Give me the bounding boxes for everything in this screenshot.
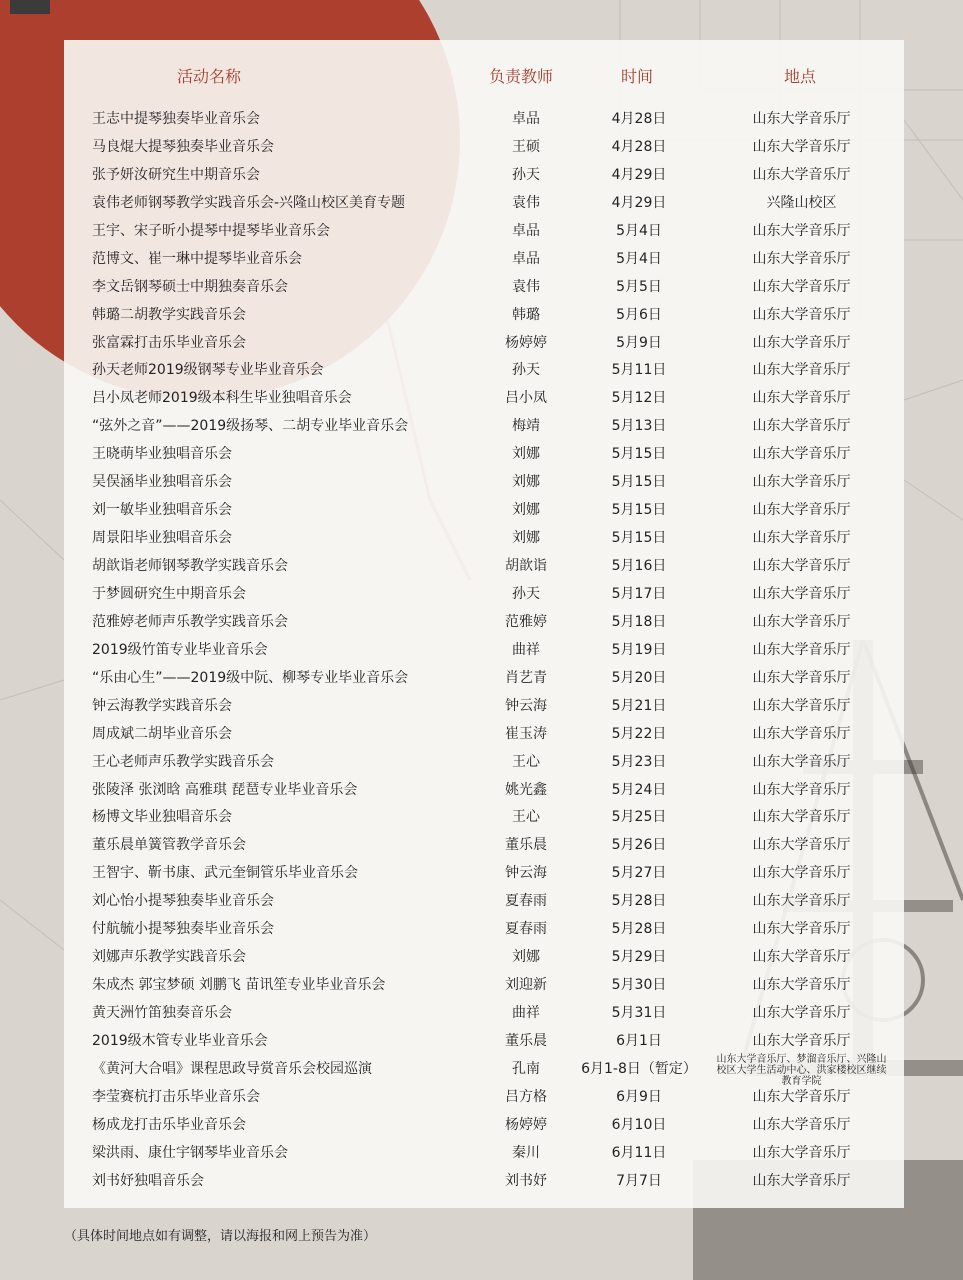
- venue-cell: 山东大学音乐厅: [752, 949, 851, 966]
- header-venue: 地点: [784, 67, 817, 86]
- teacher-cell: 王硕: [512, 138, 540, 155]
- activity-name-cell: 张陵泽 张浏晗 高雅琪 琵琶专业毕业音乐会: [92, 781, 358, 798]
- venue-cell: 山东大学音乐厅: [752, 111, 851, 127]
- venue-cell: 山东大学音乐厅: [752, 530, 851, 547]
- activity-name-cell: 李莹赛杭打击乐毕业音乐会: [92, 1088, 260, 1105]
- time-cell: 4月29日: [611, 166, 667, 183]
- venue-cell: 山东大学音乐厅: [752, 1144, 851, 1161]
- time-cell: 5月27日: [611, 865, 667, 882]
- table-row: [64, 721, 904, 749]
- teacher-cell: 袁伟: [512, 278, 540, 295]
- table-row: [64, 972, 904, 1000]
- table-row: [64, 777, 904, 805]
- activity-name-cell: 于梦圆研究生中期音乐会: [92, 585, 246, 602]
- venue-cell: 山东大学音乐厅: [752, 1005, 851, 1021]
- teacher-cell: 钟云海: [505, 697, 547, 714]
- teacher-cell: 卓品: [512, 222, 540, 239]
- teacher-cell: 董乐晨: [505, 837, 547, 854]
- activity-name-cell: 2019级木管专业毕业音乐会: [92, 1032, 268, 1049]
- teacher-cell: 吕小凤: [505, 390, 547, 407]
- teacher-cell: 卓品: [512, 250, 540, 267]
- venue-cell: 山东大学音乐厅: [752, 585, 851, 602]
- time-cell: 5月17日: [611, 585, 667, 602]
- teacher-cell: 王心: [512, 753, 540, 770]
- time-cell: 5月21日: [611, 697, 667, 714]
- activity-name-cell: 《黄河大合唱》课程思政导赏音乐会校园巡演: [92, 1060, 372, 1077]
- activity-name-cell: 梁洪雨、康仕宇钢琴毕业音乐会: [92, 1144, 288, 1161]
- table-row: [64, 469, 904, 497]
- activity-name-cell: 吕小凤老师2019级本科生毕业独唱音乐会: [92, 390, 352, 407]
- time-cell: 5月9日: [616, 334, 662, 351]
- teacher-cell: 崔玉涛: [505, 725, 547, 742]
- table-row: [64, 413, 904, 441]
- venue-cell: 山东大学音乐厅: [752, 1172, 851, 1189]
- time-cell: 5月26日: [611, 837, 667, 854]
- activity-name-cell: 范博文、崔一琳中提琴毕业音乐会: [92, 250, 302, 267]
- time-cell: 5月22日: [611, 725, 667, 742]
- teacher-cell: 刘娜: [512, 446, 540, 463]
- time-cell: 5月4日: [616, 222, 662, 239]
- venue-cell: 山东大学音乐厅: [752, 278, 851, 295]
- table-row: [64, 609, 904, 637]
- teacher-cell: 刘娜: [512, 530, 540, 547]
- table-row: [64, 190, 904, 218]
- activity-name-cell: 朱成杰 郭宝梦硕 刘鹏飞 苗讯笙专业毕业音乐会: [92, 977, 386, 994]
- time-cell: 5月13日: [611, 418, 667, 435]
- activity-name-cell: 周景阳毕业独唱音乐会: [92, 530, 232, 547]
- activity-name-cell: 王晓萌毕业独唱音乐会: [92, 446, 232, 463]
- time-cell: 5月24日: [611, 781, 667, 798]
- time-cell: 5月5日: [616, 278, 662, 295]
- venue-cell: 山东大学音乐厅: [752, 921, 851, 938]
- activity-name-cell: 杨博文毕业独唱音乐会: [92, 809, 232, 826]
- table-row: [64, 302, 904, 330]
- table-row: [64, 497, 904, 525]
- teacher-cell: 吕方格: [505, 1088, 547, 1105]
- activity-name-cell: 黄天洲竹笛独奏音乐会: [92, 1005, 232, 1021]
- table-row: [64, 665, 904, 693]
- table-row: [64, 749, 904, 777]
- teacher-cell: 梅靖: [512, 418, 540, 435]
- time-cell: 5月18日: [611, 613, 667, 630]
- activity-name-cell: 袁伟老师钢琴教学实践音乐会-兴隆山校区美育专题: [92, 194, 406, 211]
- time-cell: 5月31日: [611, 1005, 667, 1021]
- venue-cell: 山东大学音乐厅: [752, 977, 851, 994]
- time-cell: 6月11日: [611, 1144, 667, 1161]
- venue-cell: 山东大学音乐厅: [752, 613, 851, 630]
- table-row: [64, 274, 904, 302]
- teacher-cell: 肖艺青: [505, 669, 547, 686]
- activity-name-cell: 刘一敏毕业独唱音乐会: [92, 502, 232, 519]
- venue-cell: 山东大学音乐厅: [752, 250, 851, 267]
- table-row: [64, 106, 904, 134]
- venue-cell: 山东大学音乐厅: [752, 418, 851, 435]
- teacher-cell: 袁伟: [512, 194, 540, 211]
- time-cell: 5月15日: [611, 446, 667, 463]
- venue-cell: 山东大学音乐厅: [752, 474, 851, 491]
- time-cell: 5月28日: [611, 893, 667, 910]
- venue-cell: 山东大学音乐厅: [752, 222, 851, 239]
- time-cell: 5月6日: [616, 306, 662, 323]
- activity-name-cell: 吴俣涵毕业独唱音乐会: [92, 474, 232, 491]
- table-row: [64, 218, 904, 246]
- venue-cell: 山东大学音乐厅: [752, 1116, 851, 1133]
- time-cell: 5月20日: [611, 669, 667, 686]
- table-header: [64, 40, 904, 112]
- activity-name-cell: 胡歆诣老师钢琴教学实践音乐会: [92, 558, 288, 574]
- time-cell: 5月15日: [611, 530, 667, 547]
- activity-name-cell: 王宇、宋子昕小提琴中提琴毕业音乐会: [92, 222, 330, 239]
- venue-cell: 山东大学音乐厅: [752, 362, 851, 379]
- venue-cell: 山东大学音乐厅、梦溜音乐厅、兴隆山校区大学生活动中心、洪家楼校区继续教育学院: [716, 1053, 887, 1087]
- teacher-cell: 曲祥: [512, 641, 540, 658]
- time-cell: 4月28日: [611, 111, 667, 127]
- teacher-cell: 夏春雨: [505, 921, 547, 938]
- table-row: [64, 553, 904, 581]
- teacher-cell: 王心: [512, 809, 540, 826]
- venue-cell: 山东大学音乐厅: [752, 697, 851, 714]
- activity-name-cell: 王心老师声乐教学实践音乐会: [92, 753, 274, 770]
- table-row: [64, 637, 904, 665]
- table-row: [64, 944, 904, 972]
- time-cell: 6月10日: [611, 1116, 667, 1133]
- table-row: [64, 330, 904, 358]
- teacher-cell: 刘娜: [512, 949, 540, 966]
- venue-cell: 山东大学音乐厅: [752, 166, 851, 183]
- time-cell: 6月1-8日（暂定）: [581, 1060, 697, 1077]
- teacher-cell: 夏春雨: [505, 893, 547, 910]
- activity-name-cell: “乐由心生”——2019级中阮、柳琴专业毕业音乐会: [92, 669, 409, 686]
- time-cell: 4月28日: [611, 138, 667, 155]
- venue-cell: 山东大学音乐厅: [752, 725, 851, 742]
- time-cell: 5月23日: [611, 753, 667, 770]
- activity-name-cell: 马良焜大提琴独奏毕业音乐会: [92, 138, 274, 155]
- table-row: [64, 1000, 904, 1028]
- teacher-cell: 曲祥: [512, 1005, 540, 1021]
- table-row: [64, 832, 904, 860]
- venue-cell: 山东大学音乐厅: [752, 893, 851, 910]
- time-cell: 5月12日: [611, 390, 667, 407]
- venue-cell: 山东大学音乐厅: [752, 138, 851, 155]
- table-row: [64, 1140, 904, 1168]
- table-row: [64, 693, 904, 721]
- table-row: [64, 916, 904, 944]
- table-row: [64, 134, 904, 162]
- teacher-cell: 孔南: [512, 1060, 540, 1077]
- teacher-cell: 董乐晨: [505, 1032, 547, 1049]
- venue-cell: 山东大学音乐厅: [752, 809, 851, 826]
- teacher-cell: 韩璐: [512, 306, 540, 323]
- venue-cell: 山东大学音乐厅: [752, 446, 851, 463]
- table-row: [64, 581, 904, 609]
- activity-name-cell: 李文岳钢琴硕士中期独奏音乐会: [92, 278, 288, 295]
- table-row: [64, 1028, 904, 1056]
- venue-cell: 山东大学音乐厅: [752, 781, 851, 798]
- venue-cell: 山东大学音乐厅: [752, 753, 851, 770]
- time-cell: 5月16日: [611, 558, 667, 574]
- table-row: [64, 246, 904, 274]
- venue-cell: 山东大学音乐厅: [752, 1032, 851, 1049]
- venue-cell: 山东大学音乐厅: [752, 1088, 851, 1105]
- table-row: [64, 860, 904, 888]
- teacher-cell: 卓品: [512, 111, 540, 127]
- time-cell: 7月7日: [616, 1172, 662, 1189]
- footnote: （具体时间地点如有调整，请以海报和网上预告为准）: [64, 1229, 377, 1244]
- activity-name-cell: 钟云海教学实践音乐会: [92, 697, 232, 714]
- table-row: [64, 888, 904, 916]
- activity-name-cell: 董乐晨单簧管教学音乐会: [92, 837, 246, 854]
- activity-name-cell: 刘书妤独唱音乐会: [92, 1172, 204, 1189]
- activity-name-cell: 韩璐二胡教学实践音乐会: [92, 306, 246, 323]
- teacher-cell: 姚光鑫: [505, 781, 547, 798]
- table-row: [64, 385, 904, 413]
- table-row: [64, 804, 904, 832]
- activity-name-cell: 范雅婷老师声乐教学实践音乐会: [92, 613, 288, 630]
- time-cell: 5月4日: [616, 250, 662, 267]
- activity-name-cell: 2019级竹笛专业毕业音乐会: [92, 641, 268, 658]
- activity-name-cell: 周成斌二胡毕业音乐会: [92, 725, 232, 742]
- venue-cell: 山东大学音乐厅: [752, 669, 851, 686]
- header-activity-name: 活动名称: [177, 67, 242, 86]
- venue-cell: 山东大学音乐厅: [752, 306, 851, 323]
- venue-cell: 山东大学音乐厅: [752, 390, 851, 407]
- venue-cell: 山东大学音乐厅: [752, 641, 851, 658]
- activity-name-cell: 王智宇、靳书康、武元奎铜管乐毕业音乐会: [92, 865, 358, 882]
- teacher-cell: 胡歆诣: [505, 558, 547, 574]
- time-cell: 5月25日: [611, 809, 667, 826]
- teacher-cell: 孙天: [512, 362, 540, 379]
- teacher-cell: 范雅婷: [505, 613, 547, 630]
- table-row: [64, 1053, 904, 1087]
- teacher-cell: 孙天: [512, 585, 540, 602]
- table-row: [64, 525, 904, 553]
- table-row: [64, 1084, 904, 1112]
- table-row: [64, 1168, 904, 1196]
- activity-name-cell: 付航毓小提琴独奏毕业音乐会: [92, 921, 274, 938]
- header-time: 时间: [621, 67, 654, 86]
- activity-name-cell: 杨成龙打击乐毕业音乐会: [92, 1116, 246, 1133]
- table-row: [64, 441, 904, 469]
- time-cell: 6月1日: [616, 1032, 662, 1049]
- time-cell: 5月15日: [611, 502, 667, 519]
- venue-cell: 山东大学音乐厅: [752, 865, 851, 882]
- teacher-cell: 刘娜: [512, 502, 540, 519]
- teacher-cell: 杨婷婷: [505, 1116, 547, 1133]
- teacher-cell: 杨婷婷: [505, 334, 547, 351]
- activity-name-cell: 刘娜声乐教学实践音乐会: [92, 949, 246, 966]
- activity-name-cell: 张富霖打击乐毕业音乐会: [92, 334, 246, 351]
- time-cell: 4月29日: [611, 194, 667, 211]
- table-row: [64, 357, 904, 385]
- time-cell: 5月30日: [611, 977, 667, 994]
- activity-name-cell: 张予妍汝研究生中期音乐会: [92, 166, 260, 183]
- activity-name-cell: “弦外之音”——2019级扬琴、二胡专业毕业音乐会: [92, 418, 409, 435]
- table-body: [64, 106, 904, 1196]
- time-cell: 6月9日: [616, 1088, 662, 1105]
- header-teacher: 负责教师: [489, 67, 554, 86]
- activity-name-cell: 王志中提琴独奏毕业音乐会: [92, 111, 260, 127]
- time-cell: 5月28日: [611, 921, 667, 938]
- time-cell: 5月29日: [611, 949, 667, 966]
- table-row: [64, 162, 904, 190]
- teacher-cell: 刘迎新: [505, 977, 547, 994]
- table-row: [64, 1112, 904, 1140]
- venue-cell: 山东大学音乐厅: [752, 334, 851, 351]
- activity-name-cell: 刘心怡小提琴独奏毕业音乐会: [92, 893, 274, 910]
- venue-cell: 山东大学音乐厅: [752, 502, 851, 519]
- venue-cell: 山东大学音乐厅: [752, 837, 851, 854]
- teacher-cell: 孙天: [512, 166, 540, 183]
- schedule-panel: [64, 40, 904, 1208]
- time-cell: 5月19日: [611, 641, 667, 658]
- teacher-cell: 钟云海: [505, 865, 547, 882]
- teacher-cell: 刘娜: [512, 474, 540, 491]
- venue-cell: 兴隆山校区: [766, 194, 837, 211]
- teacher-cell: 秦川: [512, 1144, 540, 1161]
- time-cell: 5月11日: [611, 362, 667, 379]
- time-cell: 5月15日: [611, 474, 667, 491]
- teacher-cell: 刘书妤: [505, 1172, 547, 1189]
- activity-name-cell: 孙天老师2019级钢琴专业毕业音乐会: [92, 362, 324, 379]
- venue-cell: 山东大学音乐厅: [752, 558, 851, 574]
